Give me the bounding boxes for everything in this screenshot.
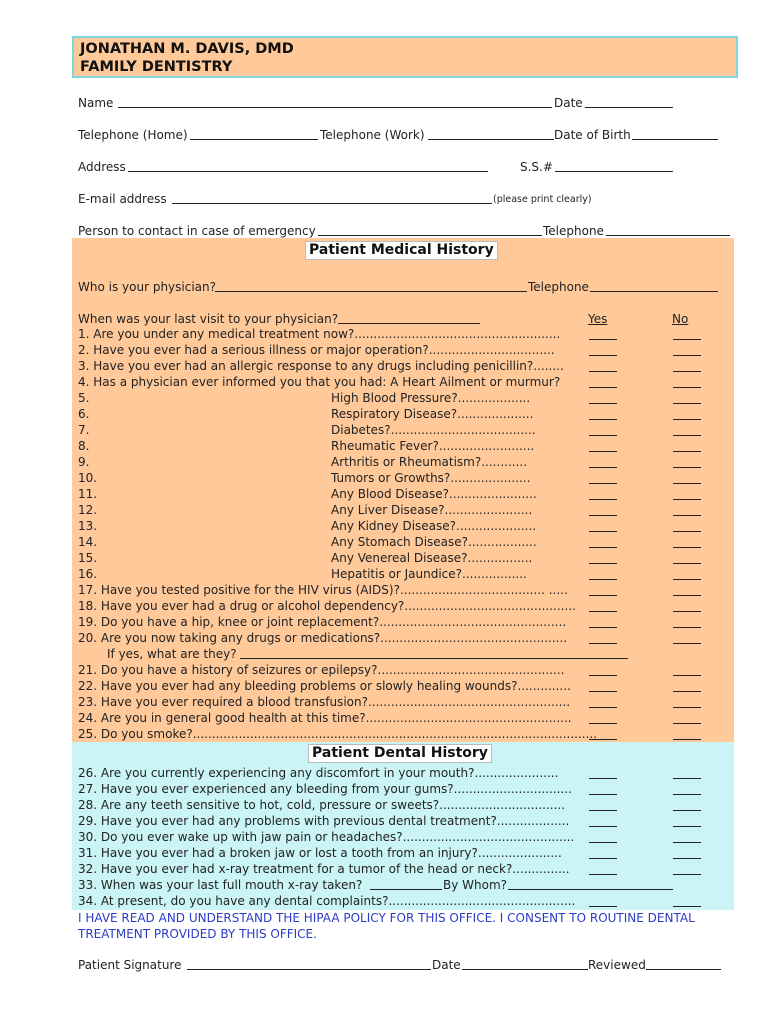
yes-answer-blank[interactable]: [589, 794, 617, 795]
yes-answer-blank[interactable]: [589, 563, 617, 564]
question-2: 2. Have you ever had a serious illness or major operation?.................................: [78, 343, 555, 357]
tel-work-field[interactable]: [428, 128, 554, 140]
question-3: 3. Have you ever had an allergic response to any drugs including penicillin?........: [78, 359, 564, 373]
reviewed-field[interactable]: [646, 958, 721, 970]
email-label: E-mail address: [78, 192, 167, 206]
condition-tumors: Tumors or Growths?.....................: [331, 471, 531, 485]
address-label: Address: [78, 160, 126, 174]
yes-answer-blank[interactable]: [589, 778, 617, 779]
emergency-contact-label: Person to contact in case of emergency: [78, 224, 316, 238]
no-answer-blank[interactable]: [673, 707, 701, 708]
medications-label: If yes, what are they?: [107, 647, 237, 661]
no-answer-blank[interactable]: [673, 355, 701, 356]
question-number: 11.: [78, 487, 98, 501]
reviewed-label: Reviewed: [588, 958, 646, 972]
yes-answer-blank[interactable]: [589, 419, 617, 420]
question-32: 32. Have you ever had x-ray treatment for a tumor of the head or neck?...............: [78, 862, 570, 876]
yes-answer-blank[interactable]: [589, 387, 617, 388]
no-answer-blank[interactable]: [673, 563, 701, 564]
question-26: 26. Are you currently experiencing any discomfort in your mouth?......................: [78, 766, 559, 780]
name-label: Name: [78, 96, 114, 110]
no-answer-blank[interactable]: [673, 403, 701, 404]
question-number: 6.: [78, 407, 90, 421]
signature-date-field[interactable]: [462, 958, 588, 970]
question-number: 9.: [78, 455, 90, 469]
question-number: 8.: [78, 439, 90, 453]
condition-liver-disease: Any Liver Disease?.......................: [331, 503, 533, 517]
question-19: 19. Do you have a hip, knee or joint replacement?.................................................: [78, 615, 567, 629]
no-answer-blank[interactable]: [673, 826, 701, 827]
no-answer-blank[interactable]: [673, 387, 701, 388]
question-number: 14.: [78, 535, 98, 549]
yes-answer-blank[interactable]: [589, 435, 617, 436]
dental-history-title: Patient Dental History: [308, 744, 492, 763]
yes-column-header: Yes: [588, 312, 608, 326]
emergency-tel-label: Telephone: [543, 224, 604, 238]
question-30: 30. Do you ever wake up with jaw pain or headaches?.............................................: [78, 830, 575, 844]
yes-answer-blank[interactable]: [589, 595, 617, 596]
yes-answer-blank[interactable]: [589, 515, 617, 516]
tel-home-label: Telephone (Home): [78, 128, 188, 142]
name-field[interactable]: [118, 96, 552, 108]
medications-field[interactable]: [240, 647, 628, 659]
condition-respiratory: Respiratory Disease?....................: [331, 407, 534, 421]
question-28: 28. Are any teeth sensitive to hot, cold, pressure or sweets?.................................: [78, 798, 566, 812]
emergency-contact-field[interactable]: [318, 224, 542, 236]
ssn-field[interactable]: [555, 160, 673, 172]
no-answer-blank[interactable]: [673, 499, 701, 500]
yes-answer-blank[interactable]: [589, 643, 617, 644]
condition-rheumatic-fever: Rheumatic Fever?.........................: [331, 439, 535, 453]
condition-stomach-disease: Any Stomach Disease?..................: [331, 535, 537, 549]
by-whom-field[interactable]: [508, 878, 673, 890]
condition-venereal-disease: Any Venereal Disease?.................: [331, 551, 533, 565]
yes-answer-blank[interactable]: [589, 906, 617, 907]
date-label: Date: [554, 96, 583, 110]
practice-name: JONATHAN M. DAVIS, DMD: [80, 41, 294, 57]
yes-answer-blank[interactable]: [589, 826, 617, 827]
dob-label: Date of Birth: [554, 128, 631, 142]
condition-kidney-disease: Any Kidney Disease?.....................: [331, 519, 537, 533]
no-answer-blank[interactable]: [673, 419, 701, 420]
question-23: 23. Have you ever required a blood transfusion?.....................................................: [78, 695, 571, 709]
no-answer-blank[interactable]: [673, 467, 701, 468]
yes-answer-blank[interactable]: [589, 675, 617, 676]
yes-answer-blank[interactable]: [589, 499, 617, 500]
no-answer-blank[interactable]: [673, 531, 701, 532]
yes-answer-blank[interactable]: [589, 451, 617, 452]
no-answer-blank[interactable]: [673, 691, 701, 692]
yes-answer-blank[interactable]: [589, 627, 617, 628]
question-29: 29. Have you ever had any problems with previous dental treatment?...................: [78, 814, 570, 828]
no-answer-blank[interactable]: [673, 579, 701, 580]
signature-date-label: Date: [432, 958, 461, 972]
no-answer-blank[interactable]: [673, 435, 701, 436]
no-answer-blank[interactable]: [673, 794, 701, 795]
yes-answer-blank[interactable]: [589, 739, 617, 740]
yes-answer-blank[interactable]: [589, 842, 617, 843]
question-number: 10.: [78, 471, 98, 485]
no-answer-blank[interactable]: [673, 906, 701, 907]
condition-high-blood-pressure: High Blood Pressure?...................: [331, 391, 531, 405]
no-answer-blank[interactable]: [673, 874, 701, 875]
practice-type: FAMILY DENTISTRY: [80, 59, 233, 75]
yes-answer-blank[interactable]: [589, 371, 617, 372]
question-number: 13.: [78, 519, 98, 533]
yes-answer-blank[interactable]: [589, 355, 617, 356]
no-answer-blank[interactable]: [673, 611, 701, 612]
no-answer-blank[interactable]: [673, 858, 701, 859]
question-24: 24. Are you in general good health at this time?......................................................: [78, 711, 572, 725]
ssn-label: S.S.#: [520, 160, 553, 174]
last-visit-field[interactable]: [338, 312, 480, 324]
no-answer-blank[interactable]: [673, 627, 701, 628]
question-17: 17. Have you tested positive for the HIV virus (AIDS)?...................................... .....: [78, 583, 568, 597]
yes-answer-blank[interactable]: [589, 723, 617, 724]
no-answer-blank[interactable]: [673, 778, 701, 779]
date-field[interactable]: [585, 96, 673, 108]
address-field[interactable]: [128, 160, 488, 172]
yes-answer-blank[interactable]: [589, 483, 617, 484]
question-21: 21. Do you have a history of seizures or epilepsy?.................................................: [78, 663, 565, 677]
condition-diabetes: Diabetes?......................................: [331, 423, 536, 437]
tel-work-label: Telephone (Work): [320, 128, 425, 142]
yes-answer-blank[interactable]: [589, 691, 617, 692]
condition-hepatitis: Hepatitis or Jaundice?.................: [331, 567, 527, 581]
no-answer-blank[interactable]: [673, 675, 701, 676]
yes-answer-blank[interactable]: [589, 810, 617, 811]
no-answer-blank[interactable]: [673, 547, 701, 548]
practice-header: [72, 36, 738, 78]
no-column-header: No: [672, 312, 689, 326]
last-xray-field[interactable]: [370, 878, 442, 890]
question-18: 18. Have you ever had a drug or alcohol dependency?.............................................: [78, 599, 576, 613]
no-answer-blank[interactable]: [673, 483, 701, 484]
physician-tel-label: Telephone: [528, 280, 589, 294]
no-answer-blank[interactable]: [673, 451, 701, 452]
yes-answer-blank[interactable]: [589, 858, 617, 859]
yes-answer-blank[interactable]: [589, 579, 617, 580]
dob-field[interactable]: [632, 128, 718, 140]
question-27: 27. Have you ever experienced any bleeding from your gums?...............................: [78, 782, 572, 796]
question-number: 5.: [78, 391, 90, 405]
yes-answer-blank[interactable]: [589, 547, 617, 548]
condition-arthritis: Arthritis or Rheumatism?............: [331, 455, 528, 469]
question-33: 33. When was your last full mouth x-ray taken?: [78, 878, 363, 892]
no-answer-blank[interactable]: [673, 723, 701, 724]
print-clearly-note: (please print clearly): [493, 194, 592, 205]
question-1: 1. Are you under any medical treatment now?......................................................: [78, 327, 561, 341]
yes-answer-blank[interactable]: [589, 707, 617, 708]
no-answer-blank[interactable]: [673, 595, 701, 596]
email-field[interactable]: [172, 192, 492, 204]
question-20: 20. Are you now taking any drugs or medications?.................................................: [78, 631, 568, 645]
question-34: 34. At present, do you have any dental complaints?.................................................: [78, 894, 576, 908]
yes-answer-blank[interactable]: [589, 874, 617, 875]
no-answer-blank[interactable]: [673, 739, 701, 740]
question-number: 7.: [78, 423, 90, 437]
yes-answer-blank[interactable]: [589, 403, 617, 404]
condition-blood-disease: Any Blood Disease?.......................: [331, 487, 537, 501]
yes-answer-blank[interactable]: [589, 611, 617, 612]
no-answer-blank[interactable]: [673, 643, 701, 644]
physician-tel-field[interactable]: [590, 280, 718, 292]
last-visit-label: When was your last visit to your physician?: [78, 312, 339, 326]
question-31: 31. Have you ever had a broken jaw or lost a tooth from an injury?......................: [78, 846, 562, 860]
by-whom-label: By Whom?: [443, 878, 508, 892]
tel-home-field[interactable]: [190, 128, 318, 140]
question-number: 16.: [78, 567, 98, 581]
yes-answer-blank[interactable]: [589, 531, 617, 532]
patient-signature-field[interactable]: [187, 958, 431, 970]
yes-answer-blank[interactable]: [589, 339, 617, 340]
no-answer-blank[interactable]: [673, 339, 701, 340]
yes-answer-blank[interactable]: [589, 467, 617, 468]
hipaa-consent-text: I HAVE READ AND UNDERSTAND THE HIPAA POLICY FOR THIS OFFICE. I CONSENT TO ROUTINE DENTAL TREATMENT PROVIDED BY THIS OFFICE.: [78, 911, 695, 941]
no-answer-blank[interactable]: [673, 371, 701, 372]
emergency-tel-field[interactable]: [606, 224, 730, 236]
physician-field[interactable]: [215, 280, 527, 292]
question-4: 4. Has a physician ever informed you that you had: A Heart Ailment or murmur?: [78, 375, 561, 389]
physician-label: Who is your physician?: [78, 280, 216, 294]
question-25: 25. Do you smoke?..........................................................................................................: [78, 727, 598, 741]
patient-signature-label: Patient Signature: [78, 958, 182, 972]
no-answer-blank[interactable]: [673, 515, 701, 516]
no-answer-blank[interactable]: [673, 810, 701, 811]
question-22: 22. Have you ever had any bleeding problems or slowly healing wounds?..............: [78, 679, 571, 693]
question-number: 12.: [78, 503, 98, 517]
no-answer-blank[interactable]: [673, 842, 701, 843]
question-number: 15.: [78, 551, 98, 565]
medical-history-title: Patient Medical History: [305, 241, 498, 260]
